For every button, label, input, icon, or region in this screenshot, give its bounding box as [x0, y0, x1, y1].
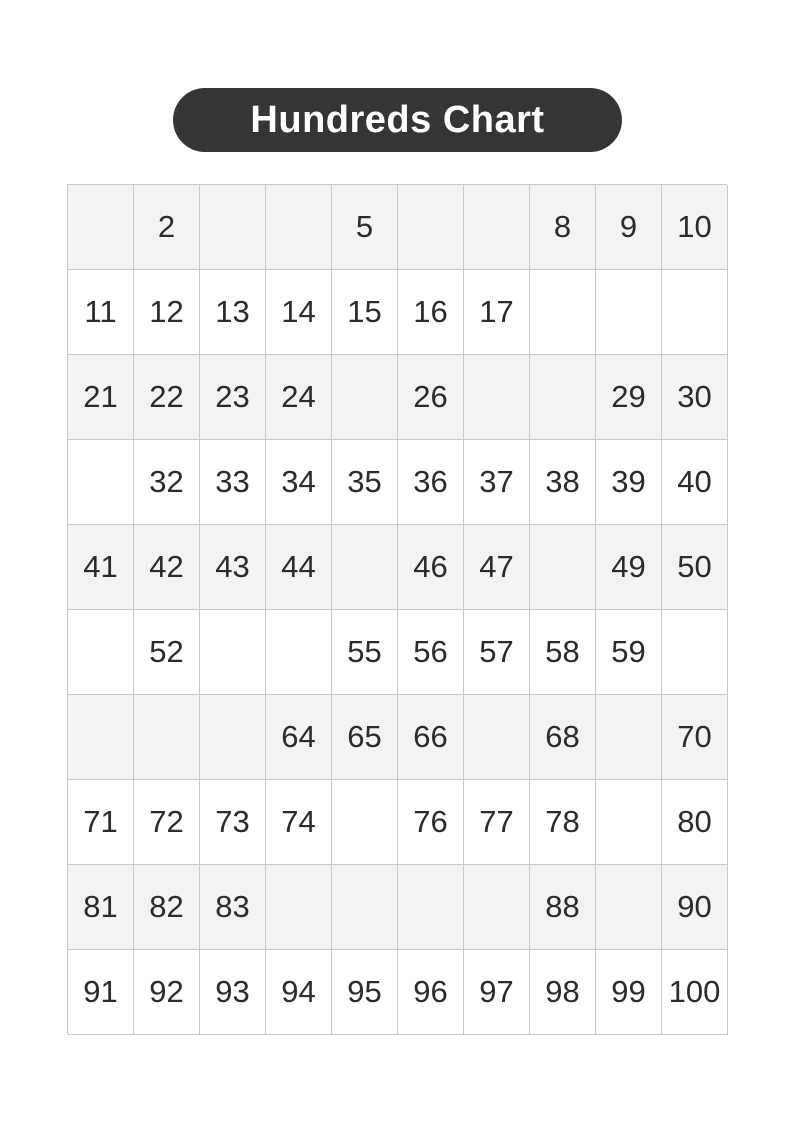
blank-cell — [464, 695, 530, 780]
blank-cell — [332, 865, 398, 950]
number-cell: 96 — [398, 950, 464, 1035]
number-cell: 47 — [464, 525, 530, 610]
number-cell: 40 — [662, 440, 728, 525]
number-cell: 23 — [200, 355, 266, 440]
blank-cell — [332, 780, 398, 865]
blank-cell — [332, 525, 398, 610]
blank-cell — [464, 185, 530, 270]
number-cell: 91 — [68, 950, 134, 1035]
number-cell: 39 — [596, 440, 662, 525]
blank-cell — [596, 780, 662, 865]
number-cell: 100 — [662, 950, 728, 1035]
number-cell: 44 — [266, 525, 332, 610]
number-cell: 37 — [464, 440, 530, 525]
number-cell: 58 — [530, 610, 596, 695]
number-cell: 9 — [596, 185, 662, 270]
blank-cell — [398, 185, 464, 270]
number-cell: 80 — [662, 780, 728, 865]
number-cell: 81 — [68, 865, 134, 950]
number-cell: 57 — [464, 610, 530, 695]
number-cell: 94 — [266, 950, 332, 1035]
number-cell: 68 — [530, 695, 596, 780]
number-cell: 76 — [398, 780, 464, 865]
number-cell: 13 — [200, 270, 266, 355]
number-cell: 82 — [134, 865, 200, 950]
blank-cell — [68, 440, 134, 525]
blank-cell — [464, 355, 530, 440]
number-cell: 88 — [530, 865, 596, 950]
number-cell: 56 — [398, 610, 464, 695]
number-cell: 46 — [398, 525, 464, 610]
number-cell: 29 — [596, 355, 662, 440]
number-cell: 2 — [134, 185, 200, 270]
number-cell: 90 — [662, 865, 728, 950]
blank-cell — [596, 865, 662, 950]
number-cell: 93 — [200, 950, 266, 1035]
number-cell: 24 — [266, 355, 332, 440]
hundreds-chart-grid — [67, 184, 727, 1034]
blank-cell — [596, 270, 662, 355]
number-cell: 72 — [134, 780, 200, 865]
number-cell: 42 — [134, 525, 200, 610]
number-cell: 97 — [464, 950, 530, 1035]
number-cell: 83 — [200, 865, 266, 950]
number-cell: 98 — [530, 950, 596, 1035]
blank-cell — [68, 185, 134, 270]
number-cell: 34 — [266, 440, 332, 525]
number-cell: 92 — [134, 950, 200, 1035]
blank-cell — [332, 355, 398, 440]
blank-cell — [68, 610, 134, 695]
number-cell: 41 — [68, 525, 134, 610]
page-title: Hundreds Chart — [173, 88, 622, 152]
number-cell: 64 — [266, 695, 332, 780]
number-cell: 78 — [530, 780, 596, 865]
blank-cell — [200, 695, 266, 780]
number-cell: 11 — [68, 270, 134, 355]
number-cell: 73 — [200, 780, 266, 865]
number-cell: 26 — [398, 355, 464, 440]
blank-cell — [200, 610, 266, 695]
number-cell: 77 — [464, 780, 530, 865]
number-cell: 99 — [596, 950, 662, 1035]
number-cell: 21 — [68, 355, 134, 440]
number-cell: 38 — [530, 440, 596, 525]
blank-cell — [266, 865, 332, 950]
blank-cell — [68, 695, 134, 780]
number-cell: 33 — [200, 440, 266, 525]
blank-cell — [530, 525, 596, 610]
number-cell: 15 — [332, 270, 398, 355]
number-cell: 66 — [398, 695, 464, 780]
number-cell: 5 — [332, 185, 398, 270]
number-cell: 22 — [134, 355, 200, 440]
number-cell: 30 — [662, 355, 728, 440]
blank-cell — [134, 695, 200, 780]
number-cell: 65 — [332, 695, 398, 780]
blank-cell — [398, 865, 464, 950]
number-cell: 95 — [332, 950, 398, 1035]
number-cell: 8 — [530, 185, 596, 270]
number-cell: 52 — [134, 610, 200, 695]
blank-cell — [530, 270, 596, 355]
blank-cell — [266, 185, 332, 270]
number-cell: 10 — [662, 185, 728, 270]
blank-cell — [200, 185, 266, 270]
number-cell: 32 — [134, 440, 200, 525]
number-cell: 17 — [464, 270, 530, 355]
number-cell: 35 — [332, 440, 398, 525]
number-cell: 16 — [398, 270, 464, 355]
number-cell: 55 — [332, 610, 398, 695]
number-cell: 36 — [398, 440, 464, 525]
blank-cell — [596, 695, 662, 780]
number-cell: 49 — [596, 525, 662, 610]
blank-cell — [266, 610, 332, 695]
number-cell: 59 — [596, 610, 662, 695]
number-cell: 71 — [68, 780, 134, 865]
number-cell: 74 — [266, 780, 332, 865]
blank-cell — [662, 610, 728, 695]
number-cell: 70 — [662, 695, 728, 780]
number-cell: 12 — [134, 270, 200, 355]
blank-cell — [530, 355, 596, 440]
number-cell: 50 — [662, 525, 728, 610]
blank-cell — [464, 865, 530, 950]
number-cell: 14 — [266, 270, 332, 355]
blank-cell — [662, 270, 728, 355]
number-cell: 43 — [200, 525, 266, 610]
